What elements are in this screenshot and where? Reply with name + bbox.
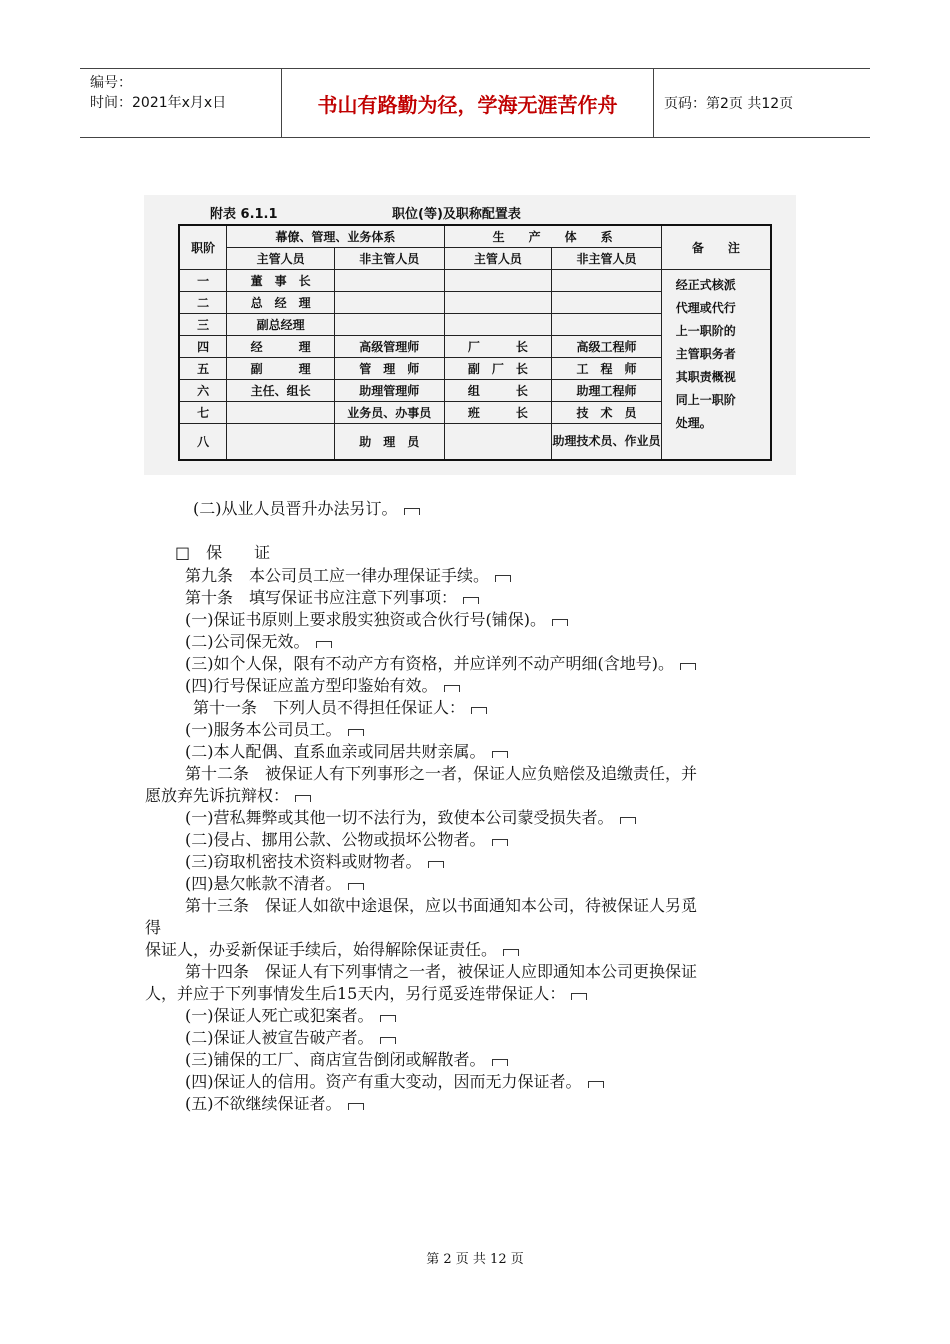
- paragraph-mark-icon: [503, 949, 519, 956]
- table-cell: [444, 314, 552, 336]
- header-left: [80, 69, 282, 137]
- note-line: 处理。: [675, 416, 712, 430]
- date-label: 时间：2021年x月x日: [90, 95, 227, 111]
- note-line: 主管职务者: [675, 347, 736, 361]
- paragraph-mark-icon: [588, 1081, 604, 1088]
- note-line: 代理或代行: [675, 301, 736, 315]
- table-cell: 六: [179, 380, 227, 402]
- table-row: [179, 270, 771, 292]
- paragraph-mark-icon: [348, 729, 364, 736]
- paragraph-mark-icon: [495, 575, 511, 582]
- table-cell: [444, 424, 552, 460]
- paragraph-mark-icon: [492, 839, 508, 846]
- table-title: 职位(等)及职称配置表: [392, 207, 521, 222]
- header-motto: 书山有路勤为径，学海无涯苦作舟: [282, 69, 654, 137]
- paragraph-mark-icon: [463, 597, 479, 604]
- text-line: 第九条 本公司员工应一律办理保证手续。: [185, 565, 511, 586]
- text-line: (一)营私舞弊或其他一切不法行为，致使本公司蒙受损失者。: [185, 807, 636, 828]
- table-cell: 二: [179, 292, 227, 314]
- position-table: [178, 224, 772, 461]
- paragraph-mark-icon: [444, 685, 460, 692]
- table-cell: 助理管理师: [335, 380, 445, 402]
- sub-header: 主管人员: [444, 248, 552, 270]
- table-cell: 厂 长: [444, 336, 552, 358]
- table-cell: [335, 270, 445, 292]
- paragraph-mark-icon: [492, 1059, 508, 1066]
- text-line: (一)保证书原则上要求殷实独资或合伙行号(铺保)。: [185, 609, 568, 630]
- text-line: 第十二条 被保证人有下列事形之一者，保证人应负赔偿及追缴责任，并: [185, 764, 698, 783]
- text-line: (一)保证人死亡或犯案者。: [185, 1005, 396, 1026]
- sub-header: 非主管人员: [552, 248, 662, 270]
- text-line: (二)从业人员晋升办法另订。: [193, 498, 420, 519]
- table-cell: 班 长: [444, 402, 552, 424]
- table-cell: [335, 314, 445, 336]
- table-cell: 助理工程师: [552, 380, 662, 402]
- text-line: (三)窃取机密技术资料或财物者。: [185, 851, 444, 872]
- text-line: (三)如个人保，限有不动产方有资格，并应详列不动产明细(含地号)。: [185, 653, 696, 674]
- paragraph-mark-icon: [571, 993, 587, 1000]
- table-cell: [552, 292, 662, 314]
- paragraph-mark-icon: [492, 751, 508, 758]
- table-cell: 组 长: [444, 380, 552, 402]
- paragraph-mark-icon: [404, 508, 420, 515]
- table-cell: [444, 292, 552, 314]
- table-cell: [552, 314, 662, 336]
- paragraph-mark-icon: [552, 619, 568, 626]
- table-header-row: [179, 225, 771, 248]
- text-line: (二)保证人被宣告破产者。: [185, 1027, 396, 1048]
- table-cell: 管 理 师: [335, 358, 445, 380]
- text-line: 人，并应于下列事情发生后15天内，另行觅妥连带保证人：: [145, 983, 587, 1004]
- table-cell: 五: [179, 358, 227, 380]
- header-group-admin: 幕僚、管理、业务体系: [227, 225, 444, 248]
- sub-header: 非主管人员: [335, 248, 445, 270]
- page-footer: 第 2 页 共 12 页: [426, 1252, 524, 1267]
- note-cell: [661, 270, 771, 460]
- table-cell: 八: [179, 424, 227, 460]
- table-cell: 董 事 长: [227, 270, 335, 292]
- text-line: (四)行号保证应盖方型印鉴始有效。: [185, 675, 460, 696]
- page-header: [80, 68, 870, 138]
- paragraph-mark-icon: [471, 707, 487, 714]
- paragraph-mark-icon: [348, 1103, 364, 1110]
- table-cell: 副 理: [227, 358, 335, 380]
- table-cell: 助 理 员: [335, 424, 445, 460]
- table-cell: 经 理: [227, 336, 335, 358]
- table-cell: 技 术 员: [552, 402, 662, 424]
- header-note: 备 注: [661, 225, 771, 270]
- table-cell: 七: [179, 402, 227, 424]
- section-heading: □ 保 证: [175, 543, 271, 562]
- text-line: 第十条 填写保证书应注意下列事项：: [185, 587, 479, 608]
- table-cell: 副 厂 长: [444, 358, 552, 380]
- text-line: (四)保证人的信用。资产有重大变动，因而无力保证者。: [185, 1071, 604, 1092]
- text-line: (五)不欲继续保证者。: [185, 1093, 364, 1114]
- table-cell: 副总经理: [227, 314, 335, 336]
- text-line: 得: [145, 918, 162, 937]
- paragraph-mark-icon: [380, 1015, 396, 1022]
- table-cell: 业务员、办事员: [335, 402, 445, 424]
- table-cell: 总 经 理: [227, 292, 335, 314]
- serial-label: 编号：: [90, 75, 132, 91]
- table-cell: [335, 292, 445, 314]
- table-caption: 附表 6.1.1: [210, 207, 278, 222]
- note-line: 同上一职阶: [675, 393, 736, 407]
- table-cell: [444, 270, 552, 292]
- table-cell: 主任、组长: [227, 380, 335, 402]
- text-line: (四)悬欠帐款不清者。: [185, 873, 364, 894]
- text-line: 第十三条 保证人如欲中途退保，应以书面通知本公司，待被保证人另觅: [185, 896, 698, 915]
- table-cell: [227, 402, 335, 424]
- text-line: 第十一条 下列人员不得担任保证人：: [193, 697, 487, 718]
- text-line: (二)侵占、挪用公款、公物或损坏公物者。: [185, 829, 508, 850]
- paragraph-mark-icon: [428, 861, 444, 868]
- table-cell: 三: [179, 314, 227, 336]
- header-page-label: 页码：第2页 共12页: [664, 96, 794, 112]
- note-line: 经正式核派: [675, 278, 736, 292]
- paragraph-mark-icon: [620, 817, 636, 824]
- header-rank: 职阶: [179, 225, 227, 270]
- table-cell: [227, 424, 335, 460]
- table-cell: 工 程 师: [552, 358, 662, 380]
- table-cell: [552, 270, 662, 292]
- sub-header: 主管人员: [227, 248, 335, 270]
- table-cell: 高级管理师: [335, 336, 445, 358]
- text-line: (一)服务本公司员工。: [185, 719, 364, 740]
- text-line: (二)本人配偶、直系血亲或同居共财亲属。: [185, 741, 508, 762]
- text-line: (三)铺保的工厂、商店宣告倒闭或解散者。: [185, 1049, 508, 1070]
- paragraph-mark-icon: [295, 795, 311, 802]
- text-line: 愿放弃先诉抗辩权：: [145, 785, 311, 806]
- text-line: 第十四条 保证人有下列事情之一者，被保证人应即通知本公司更换保证: [185, 962, 698, 981]
- note-line: 上一职阶的: [675, 324, 736, 338]
- paragraph-mark-icon: [380, 1037, 396, 1044]
- table-cell: 助理技术员、作业员: [552, 424, 662, 460]
- table-cell: 四: [179, 336, 227, 358]
- text-line: 保证人，办妥新保证手续后，始得解除保证责任。: [145, 939, 519, 960]
- header-group-production: 生 产 体 系: [444, 225, 661, 248]
- paragraph-mark-icon: [680, 663, 696, 670]
- table-cell: 一: [179, 270, 227, 292]
- paragraph-mark-icon: [348, 883, 364, 890]
- text-line: (二)公司保无效。: [185, 631, 332, 652]
- note-line: 其职责概视: [675, 370, 736, 384]
- table-cell: 高级工程师: [552, 336, 662, 358]
- paragraph-mark-icon: [316, 641, 332, 648]
